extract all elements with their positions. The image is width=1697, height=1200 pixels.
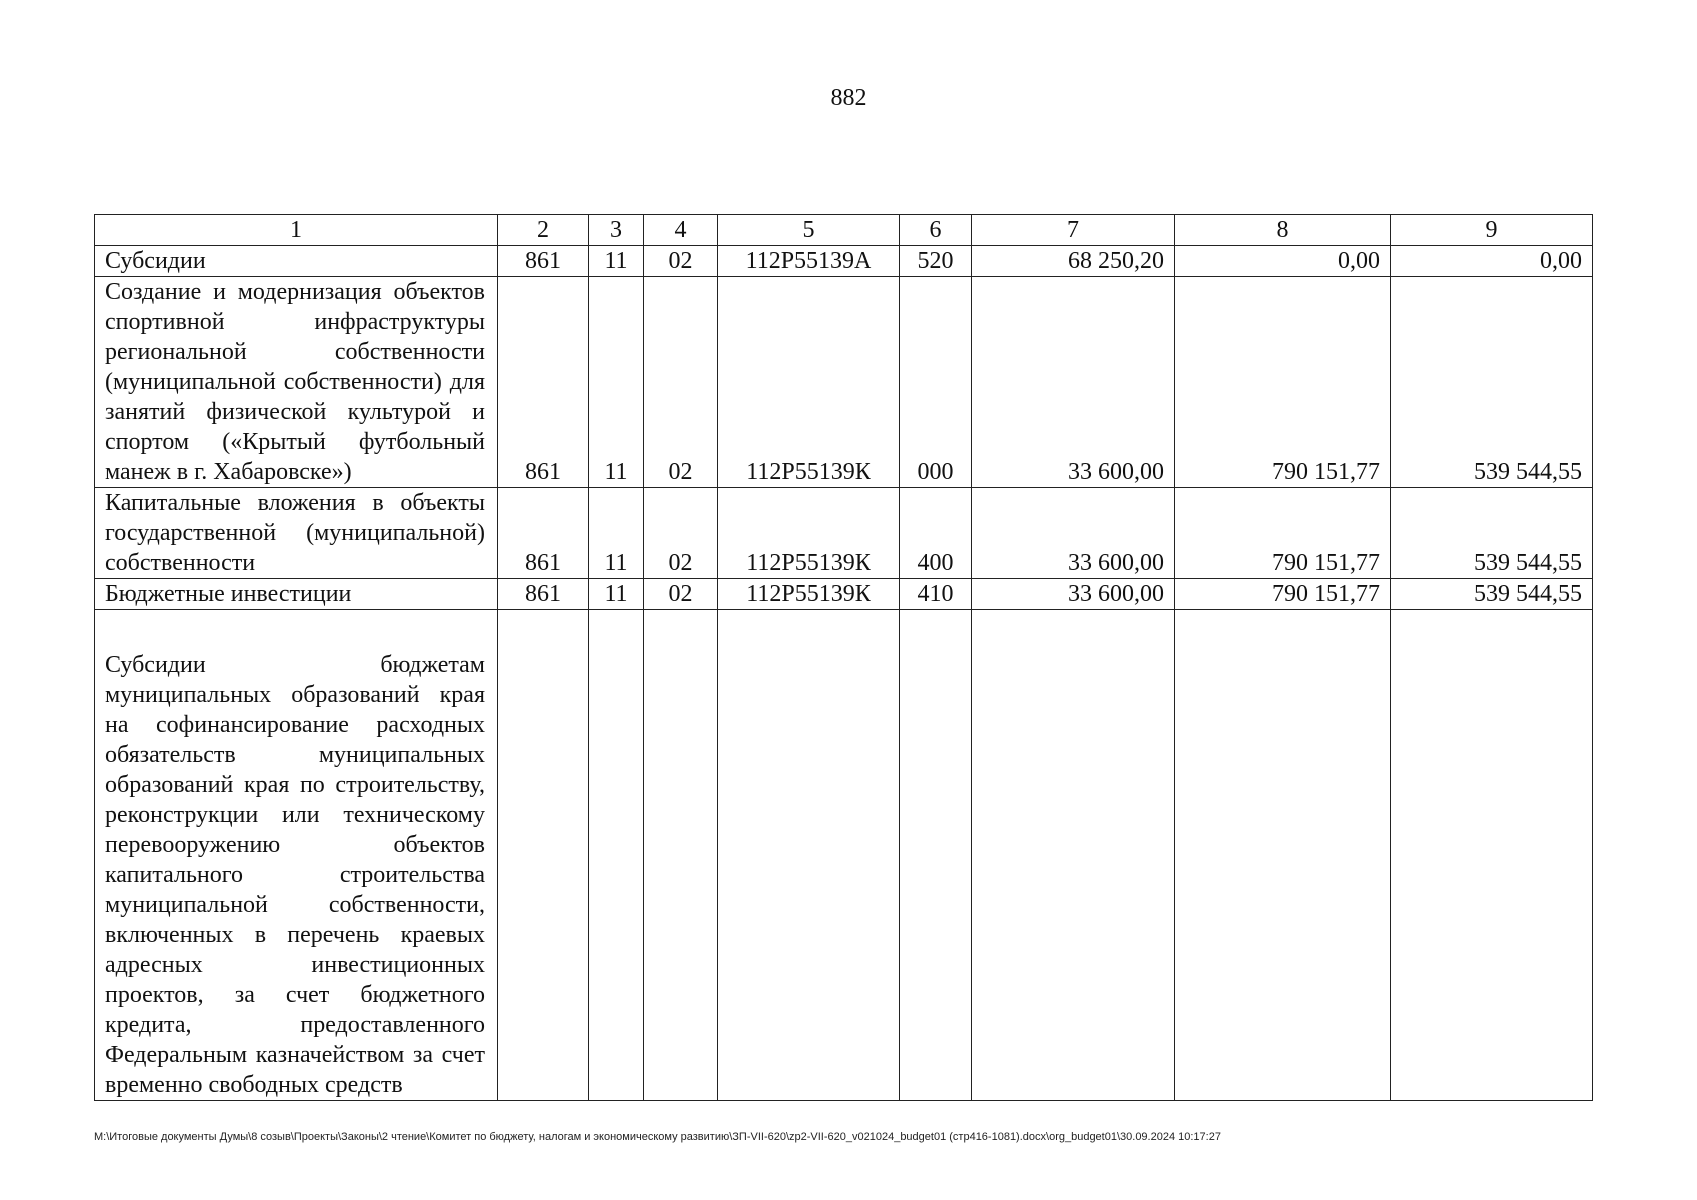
row-cell-5: 112P55139A (718, 246, 900, 277)
row-cell-2: 861 (498, 277, 589, 488)
row-cell-4: 02 (644, 277, 718, 488)
row-name-cell: Капитальные вложения в объекты государственной (муниципальной) собственности (95, 488, 498, 579)
row-cell-8 (1175, 610, 1391, 1101)
row-cell-6: 520 (900, 246, 972, 277)
row-cell-3: 11 (589, 277, 644, 488)
table-row (95, 610, 1593, 1101)
column-header: 8 (1175, 215, 1391, 246)
budget-table (94, 214, 1593, 1101)
column-header: 9 (1391, 215, 1593, 246)
row-cell-4: 02 (644, 579, 718, 610)
row-cell-4: 02 (644, 246, 718, 277)
row-cell-7 (972, 610, 1175, 1101)
row-cell-9 (1391, 610, 1593, 1101)
table-header-row (95, 215, 1593, 246)
row-cell-5: 112P55139К (718, 579, 900, 610)
column-header: 6 (900, 215, 972, 246)
row-cell-5: 112P55139К (718, 488, 900, 579)
row-cell-5 (718, 610, 900, 1101)
row-cell-4: 02 (644, 488, 718, 579)
page-number: 882 (830, 85, 867, 111)
table-row (95, 488, 1593, 579)
row-name-cell: Бюджетные инвестиции (95, 579, 498, 610)
row-name-cell: Субсидии бюджетам муниципальных образований края на софинансирование расходных обязательств муниципальных образований края по строительству, реконструкции или техническому перевооружению объектов капитального строительства муниципальной собственности, включенных в перечень краевых адресных инвестиционных проектов, за счет бюджетного кредита, предоставленного Федеральным казначейством за счет временно свободных средств (95, 610, 498, 1101)
row-cell-6: 400 (900, 488, 972, 579)
row-cell-7: 33 600,00 (972, 277, 1175, 488)
column-header: 2 (498, 215, 589, 246)
row-cell-3 (589, 610, 644, 1101)
row-cell-3: 11 (589, 579, 644, 610)
column-header: 5 (718, 215, 900, 246)
row-cell-2: 861 (498, 246, 589, 277)
row-cell-8: 790 151,77 (1175, 277, 1391, 488)
table-row (95, 579, 1593, 610)
row-cell-8: 790 151,77 (1175, 579, 1391, 610)
table-row (95, 277, 1593, 488)
row-cell-6: 000 (900, 277, 972, 488)
row-cell-9: 539 544,55 (1391, 488, 1593, 579)
column-header: 1 (95, 215, 498, 246)
row-cell-2: 861 (498, 488, 589, 579)
column-header: 4 (644, 215, 718, 246)
row-cell-2 (498, 610, 589, 1101)
row-cell-9: 539 544,55 (1391, 579, 1593, 610)
row-cell-9: 539 544,55 (1391, 277, 1593, 488)
row-name-cell: Субсидии (95, 246, 498, 277)
row-cell-4 (644, 610, 718, 1101)
row-cell-9: 0,00 (1391, 246, 1593, 277)
row-cell-2: 861 (498, 579, 589, 610)
row-name-cell: Создание и модернизация объектов спортивной инфраструктуры региональной собственности (муниципальной собственности) для занятий физической культурой и спортом («Крытый футбольный манеж в г. Хабаровске») (95, 277, 498, 488)
row-cell-6 (900, 610, 972, 1101)
row-cell-3: 11 (589, 246, 644, 277)
row-cell-3: 11 (589, 488, 644, 579)
row-cell-7: 33 600,00 (972, 488, 1175, 579)
row-cell-5: 112P55139К (718, 277, 900, 488)
table-row (95, 246, 1593, 277)
column-header: 3 (589, 215, 644, 246)
row-cell-8: 0,00 (1175, 246, 1391, 277)
row-cell-7: 68 250,20 (972, 246, 1175, 277)
row-cell-6: 410 (900, 579, 972, 610)
row-cell-7: 33 600,00 (972, 579, 1175, 610)
column-header: 7 (972, 215, 1175, 246)
row-cell-8: 790 151,77 (1175, 488, 1391, 579)
footer-file-path: M:\Итоговые документы Думы\8 созыв\Проекты\Законы\2 чтение\Комитет по бюджету, налогам и экономическому развитию\ЗП-VII-620\zp2-VII-620_v021024_budget01 (стр416-1081).docx\org_budget01\30.09.2024 10:17:27 (94, 1131, 1221, 1143)
